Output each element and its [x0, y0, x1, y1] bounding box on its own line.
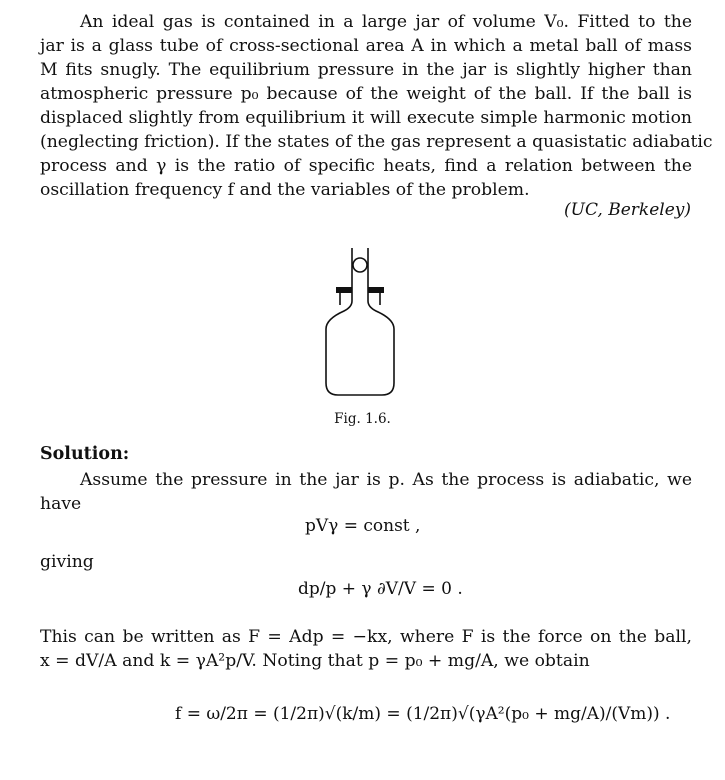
metal-ball	[353, 258, 367, 272]
gas-jar-figure	[300, 243, 420, 403]
equation-text: f = ω/2π = (1/2π)√(k/m) = (1/2π)√(γA²(p₀ + mg/A)/(Vm)) .	[175, 704, 671, 724]
problem-statement	[40, 10, 713, 202]
solution-giving	[40, 550, 692, 574]
solution-line: Assume the pressure in the jar is p. As the process is adiabatic, we	[80, 470, 692, 490]
figure-caption: Fig. 1.6.	[334, 411, 391, 427]
problem-line: displaced slightly from equilibrium it will execute simple harmonic motion	[40, 108, 692, 128]
problem-source: (UC, Berkeley)	[564, 200, 691, 220]
problem-line: atmospheric pressure p₀ because of the weight of the ball. If the ball is	[40, 84, 692, 104]
solution-line: giving	[40, 552, 94, 572]
problem-line: process and γ is the ratio of specific heats, find a relation between the	[40, 156, 692, 176]
problem-line: An ideal gas is contained in a large jar of volume V₀. Fitted to the	[80, 12, 692, 32]
problem-line: oscillation frequency f and the variables of the problem.	[40, 180, 530, 200]
solution-text	[40, 625, 692, 673]
equation-differential	[298, 579, 463, 599]
equation-text: pVγ = const ,	[305, 516, 421, 536]
equation-adiabatic	[305, 516, 420, 536]
solution-line: have	[40, 494, 82, 514]
solution-heading: Solution:	[40, 444, 130, 464]
stopper	[368, 287, 384, 293]
equation-frequency	[175, 704, 670, 724]
jar-body	[326, 293, 394, 395]
stopper	[336, 287, 352, 293]
solution-line: x = dV/A and k = γA²p/V. Noting that p = p₀ + mg/A, we obtain	[40, 651, 590, 671]
problem-line: M fits snugly. The equilibrium pressure in the jar is slightly higher than	[40, 60, 692, 80]
equation-text: dp/p + γ ∂V/V = 0 .	[298, 579, 463, 599]
problem-line: (neglecting friction). If the states of the gas represent a quasistatic adiabatic	[40, 132, 713, 152]
solution-line: This can be written as F = Adp = −kx, where F is the force on the ball,	[40, 627, 692, 647]
solution-intro	[40, 468, 692, 516]
problem-line: jar is a glass tube of cross-sectional area A in which a metal ball of mass	[40, 36, 692, 56]
